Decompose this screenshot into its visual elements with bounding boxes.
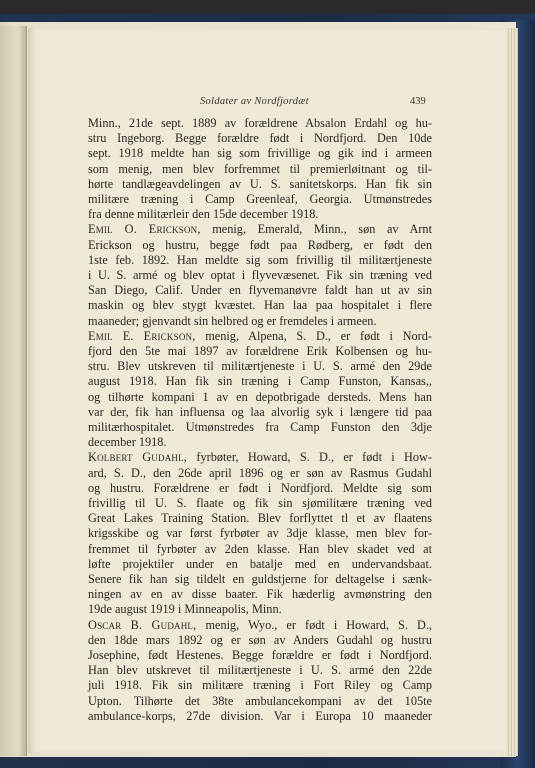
page-edges [506,28,518,756]
entry-name: Emil E. Erickson, [88,328,196,343]
text-line [88,131,432,146]
text-line [88,618,432,633]
line-text: Erickson og hustru, begge født paa Rødberg, er født den [88,237,432,252]
text-line [88,435,432,450]
line-text: hørte tandlægeavdelingen av U. S. sanitetskorps. Han fik sin [88,176,432,191]
text-line [88,709,432,724]
text-line [88,314,432,329]
text-line [88,192,432,207]
text-line [88,466,432,481]
page-number: 439 [410,96,426,107]
line-text: maaneder; gjenvandt sin helbred og er fremdeles i armeen. [88,313,377,328]
text-line [88,663,432,678]
line-text: løfte projektiler under en batalje med en undervandsbaat. [88,556,432,571]
text-line [88,694,432,709]
text-line [88,283,432,298]
line-text: Great Lakes Training Station. Blev forflyttet tl et av flaatens [88,511,432,526]
line-text: som menig, men blev forfremmet til premierløitnant og til- [88,161,432,176]
text-line [88,420,432,435]
line-text: maskin og blev stygt kvæstet. Han laa paa hospitalet i flere [88,298,432,313]
text-line [88,602,432,617]
line-text: ambulance-korps, 27de division. Var i Europa 10 maaneder [88,708,432,723]
line-text: 19de august 1919 i Minneapolis, Minn. [88,602,282,617]
text-line [88,648,432,663]
line-text: menig, Emerald, Minn., søn av Arnt [200,222,432,237]
left-page-leaf [0,26,27,756]
text-line [88,572,432,587]
text-line [88,405,432,420]
line-text: den 18de mars 1892 og er søn av Anders Gudahl og hustru [88,632,432,647]
line-text: ningen av en av disse baater. Fik hæderlig avmønstring den [88,587,432,602]
text-line [88,557,432,572]
running-head: Soldater av Nordfjordæt [200,96,309,107]
entry-name: Oscar B. Gudahl, [88,617,197,632]
line-text: og hustru. Forældrene er født i Nordfjord. Meldte sig som [88,480,432,495]
text-line [88,298,432,313]
text-line [88,268,432,283]
text-line [88,222,432,237]
line-text: fjord den 5te mai 1897 av forældrene Erik Kolbensen og hu- [88,344,432,358]
line-text: Minn., 21de sept. 1889 av forældrene Absalon Erdahl og hu- [88,116,432,130]
text-line [88,177,432,192]
text-line [88,450,432,465]
text-line [88,146,432,161]
line-text: august 1918. Han fik sin træning i Camp Funston, Kansas,, [88,374,432,389]
text-line [88,526,432,541]
line-text: menig, Wyo., er født i Howard, S. D., [196,617,433,632]
text-line [88,116,432,131]
text-line [88,329,432,344]
line-text: sept. 1918 meldte han sig som frivillige og gik ind i armeen [88,146,432,161]
text-line [88,162,432,177]
line-text: juli 1918. Fik sin militære træning i Fort Riley og Camp [88,678,432,693]
text-line [88,253,432,268]
text-line [88,481,432,496]
line-text: og tilhørte kompani 1 av en depotbrigade dersteds. Mens han [88,389,432,404]
text-line [88,587,432,602]
line-text: Senere fik han sig tildelt en guldstjerne for deltagelse i sænk- [88,572,432,586]
line-text: frivillig til U. S. flaate og fik sin sjømilitære træning ved [88,496,432,510]
line-text: krigsskibe og var først fyrbøter av 3dje klasse, men blev for- [88,526,432,541]
line-text: Han blev utskrevet til militærtjeneste i U. S. armé den 22de [88,663,432,678]
text-line [88,542,432,557]
line-text: 1ste feb. 1892. Han meldte sig som frivillig til militærtjeneste [88,252,432,267]
line-text: San Diego, Calif. Under en flyvemanøvre faldt han ut av sin [88,283,432,298]
text-line [88,359,432,374]
line-text: stru Ingeborg. Begge forældre født i Nordfjord. Den 10de [88,131,432,146]
line-text: fra denne militærleir den 15de december 1918. [88,207,319,222]
text-line [88,390,432,405]
line-text: fyrbøter, Howard, S. D., er født i How- [187,450,432,465]
line-text: var der, fik han influensa og laa alvorlig syk i længere tid paa [88,404,432,419]
text-line [88,678,432,693]
text-line [88,207,432,222]
text-line [88,496,432,511]
line-text: i U. S. armé og blev optat i flyvevæsenet. Fik sin træning ved [88,268,432,282]
line-text: Josephine, født Hestenes. Begge forældre er født i Nordfjord. [88,648,432,662]
line-text: stru. Blev utskreven til militærtjeneste i U. S. armé den 29de [88,359,432,374]
line-text: Upton. Tilhørte det 38te ambulancekompani av det 105te [88,693,432,708]
line-text: ard, S. D., den 26de april 1896 og er søn av Rasmus Gudahl [88,465,432,480]
line-text: menig, Alpena, S. D., er født i Nord- [195,328,432,343]
entry-name: Kolbert Gudahl, [88,450,188,465]
text-line [88,344,432,359]
line-text: december 1918. [88,435,167,450]
text-line [88,374,432,389]
line-text: fremmet til fyrbøter av 2den klasse. Han blev skadet ved at [88,541,432,556]
text-line [88,511,432,526]
line-text: militære træning i Camp Greenleaf, Georgia. Utmønstredes [88,192,432,206]
entry-name: Emil O. Erickson, [88,222,201,237]
text-line [88,633,432,648]
text-line [88,238,432,253]
line-text: militærhospitalet. Utmønstredes fra Camp Funston den 3dje [88,420,432,434]
